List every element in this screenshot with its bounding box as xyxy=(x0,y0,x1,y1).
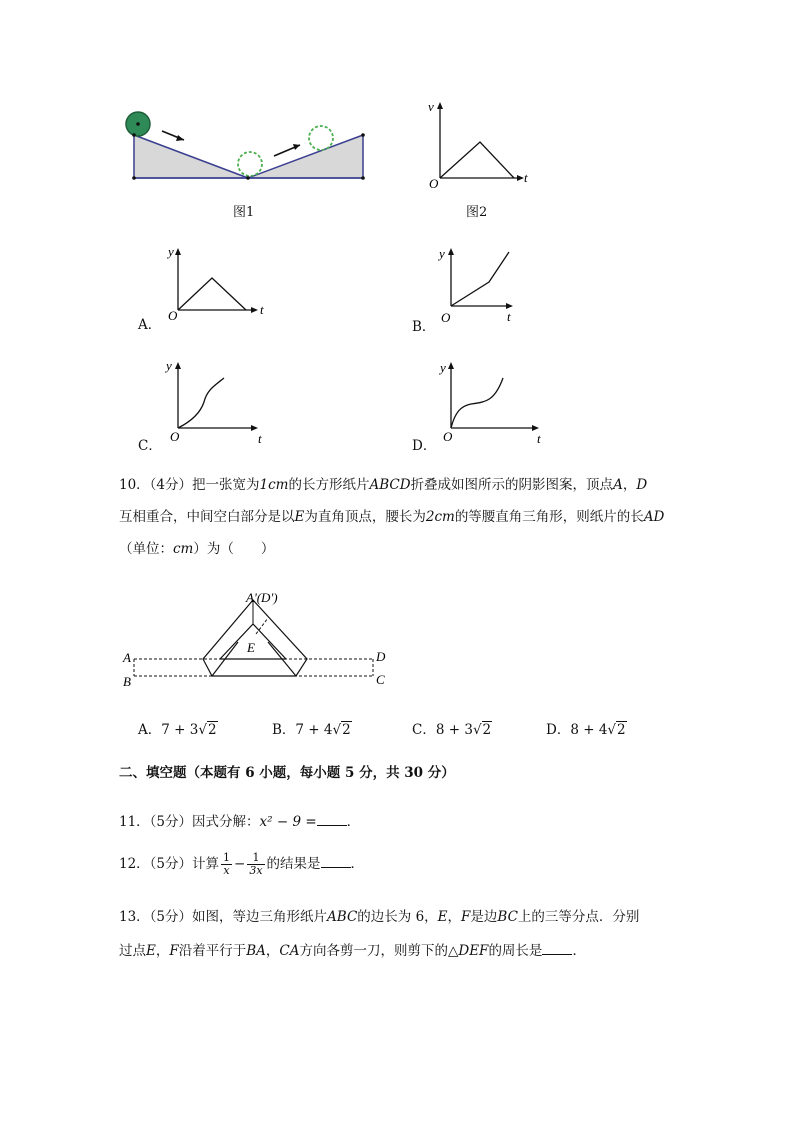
q10-line-2: 互相重合，中间空白部分是以E为直角顶点，腰长为2cm的等腰直角三角形，则纸片的长AD xyxy=(119,509,665,525)
q13-line-1: 13．（5分）如图，等边三角形纸片ABC的边长为 6，E，F是边BC上的三等分点．分别 xyxy=(119,909,640,925)
origin-label: O xyxy=(429,176,439,190)
q11: 11．（5分）因式分解：x² − 9 = ． xyxy=(119,814,361,830)
svg-text:t: t xyxy=(258,431,262,446)
t-axis-label: t xyxy=(524,170,528,185)
option-c-label: C． xyxy=(138,438,162,454)
right-slope xyxy=(248,135,363,178)
ball-right-dashed xyxy=(309,126,333,150)
figure-2-caption: 图2 xyxy=(466,205,488,220)
option-d-graph xyxy=(437,356,557,446)
q10-line-3: （单位：cm）为（ ） xyxy=(119,541,275,557)
option-b-label: B． xyxy=(412,319,436,335)
svg-text:t: t xyxy=(537,431,541,446)
label-e: E xyxy=(247,640,255,655)
ball-bottom-dashed xyxy=(238,152,262,176)
q10-line-1: 10．（4分）把一张宽为1cm的长方形纸片ABCD折叠成如图所示的阴影图案，顶点A，D xyxy=(119,477,648,493)
label-a-prime-d-prime: A'(D') xyxy=(246,590,278,605)
option-c-graph xyxy=(164,356,274,446)
svg-text:O: O xyxy=(168,308,178,323)
q10-option-c: C．8 + 3√2 xyxy=(412,722,492,738)
svg-text:t: t xyxy=(507,309,511,324)
label-b: B xyxy=(123,674,131,689)
section-2-title: 二、填空题（本题有 6 小题，每小题 5 分，共 30 分） xyxy=(119,765,455,781)
figure-1-slope-diagram xyxy=(118,105,378,190)
q13-line-2: 过点E，F沿着平行于BA，CA方向各剪一刀，则剪下的△DEF的周长是 ． xyxy=(119,943,586,959)
svg-text:O: O xyxy=(443,429,453,444)
q10-option-b: B．7 + 4√2 xyxy=(272,722,351,738)
q12: 12．（5分）计算 $\frac{1}{x}$ − $\frac{1}{3x}$ 的结果是 ． xyxy=(119,851,365,878)
left-slope xyxy=(134,135,248,178)
svg-text:y: y xyxy=(166,358,172,373)
label-d: D xyxy=(376,649,386,664)
option-d-label: D． xyxy=(412,438,437,454)
label-c: C xyxy=(376,672,385,687)
svg-text:O: O xyxy=(170,429,180,444)
svg-text:y: y xyxy=(168,244,174,259)
figure-1-caption: 图1 xyxy=(233,205,255,220)
q10-folded-paper-figure xyxy=(118,586,398,690)
svg-text:t: t xyxy=(260,302,264,317)
svg-text:O: O xyxy=(441,310,451,324)
figure-2-vt-graph xyxy=(424,98,534,190)
v-axis-label: v xyxy=(428,99,434,114)
q10-option-d: D．8 + 4√2 xyxy=(546,722,626,738)
label-a: A xyxy=(123,650,131,665)
option-a-label: A． xyxy=(138,317,162,333)
svg-text:y: y xyxy=(440,360,446,375)
option-b-graph xyxy=(437,242,537,324)
svg-text:y: y xyxy=(439,246,445,261)
q10-option-a: A．7 + 3√2 xyxy=(138,722,217,738)
option-a-graph xyxy=(164,242,274,324)
